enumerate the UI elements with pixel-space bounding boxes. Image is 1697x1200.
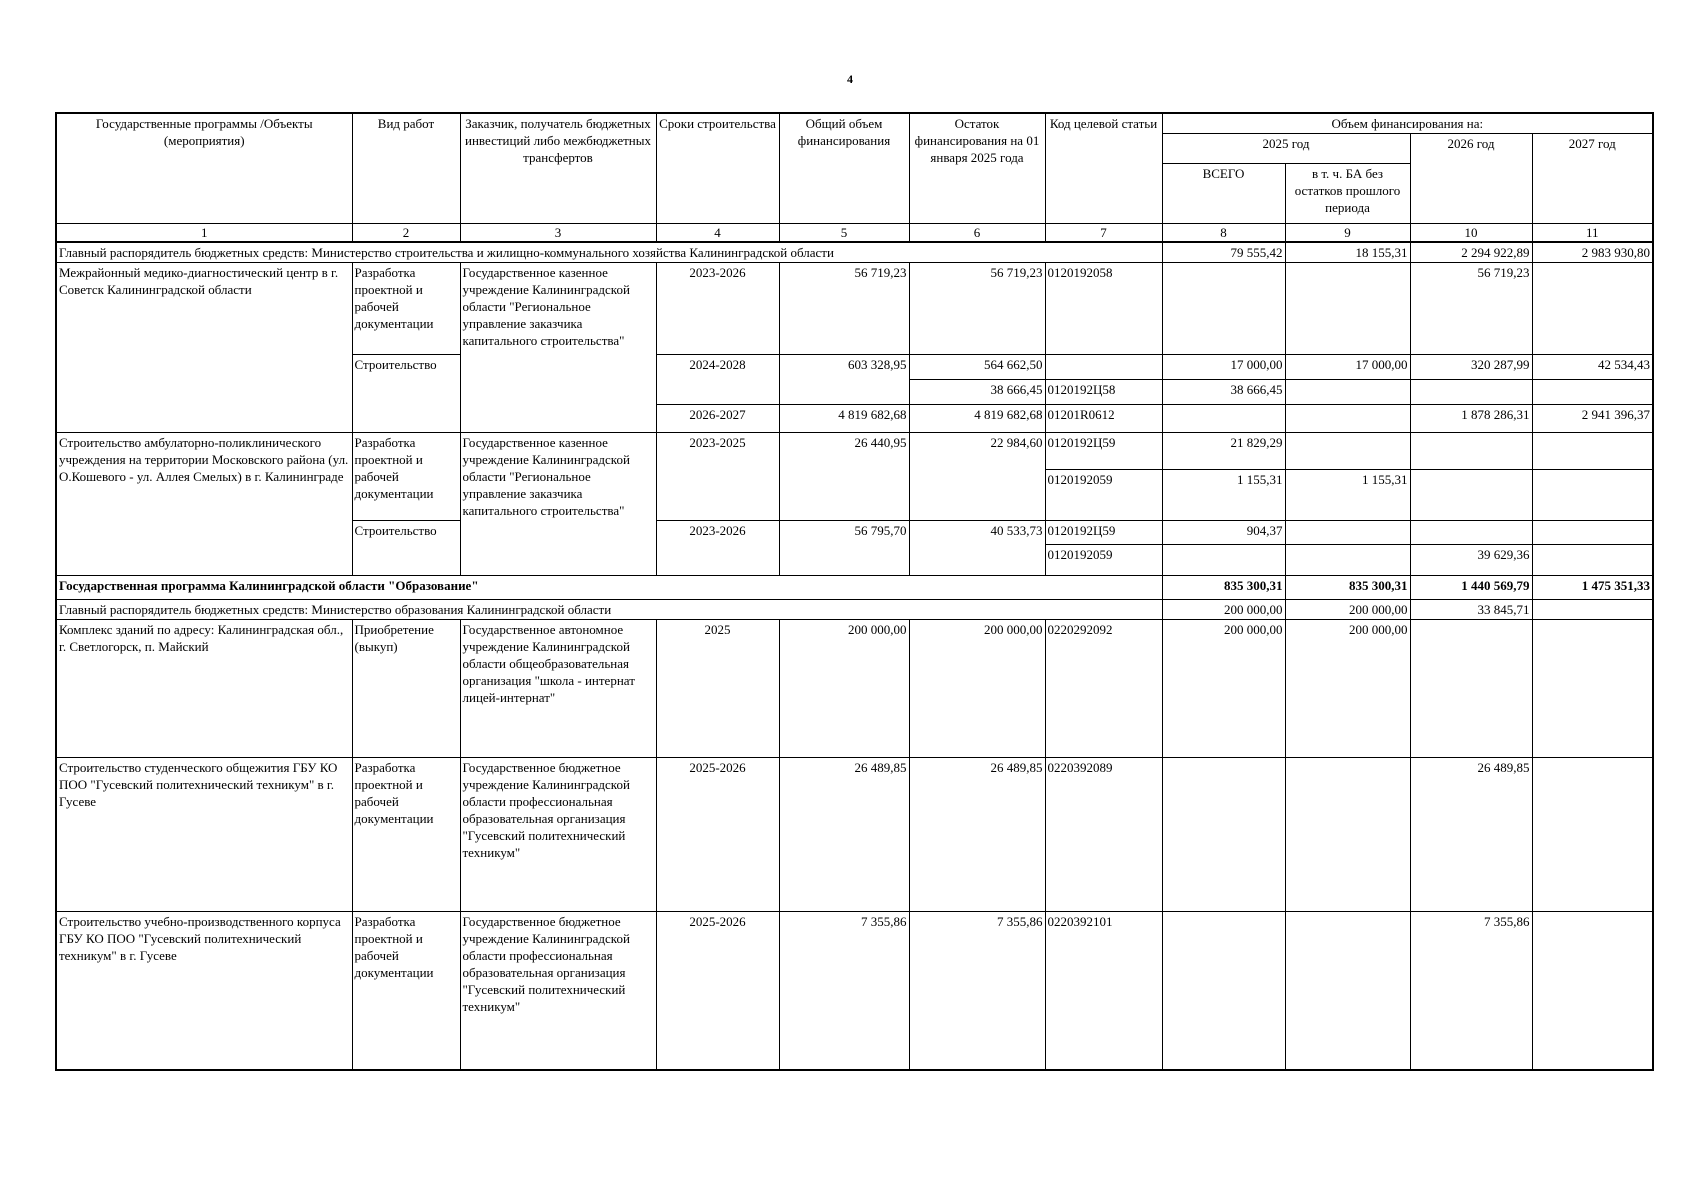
index-cell: 5 — [779, 224, 909, 243]
object-name: Строительство студенческого общежития ГБУ КО ПОО "Гусевский политехнический техникум" в г. Гусеве — [56, 758, 352, 912]
cell-remaining: 22 984,60 — [909, 433, 1045, 521]
cell-2026: 2 294 922,89 — [1410, 242, 1532, 263]
cell-2025-ba: 200 000,00 — [1285, 600, 1410, 620]
header-2027: 2027 год — [1532, 134, 1653, 224]
header-funding: Объем финансирования на: — [1162, 113, 1653, 134]
cell-2025-total: 38 666,45 — [1162, 380, 1285, 405]
header-target-code: Код целевой статьи — [1045, 113, 1162, 224]
cell-2025-ba: 18 155,31 — [1285, 242, 1410, 263]
cell-2025-ba: 1 155,31 — [1285, 470, 1410, 521]
cell-term: 2025 — [656, 620, 779, 758]
cell-total: 200 000,00 — [779, 620, 909, 758]
header-customer: Заказчик, получатель бюджетных инвестиций либо межбюджетных трансфертов — [460, 113, 656, 224]
object-name: Комплекс зданий по адресу: Калининградская обл., г. Светлогорск, п. Майский — [56, 620, 352, 758]
header-ba: в т. ч. БА без остатков прошлого периода — [1285, 164, 1410, 224]
table-row — [56, 758, 1653, 912]
cell-code: 0220392089 — [1045, 758, 1162, 912]
cell-code: 0120192Ц59 — [1045, 521, 1162, 545]
index-cell: 4 — [656, 224, 779, 243]
header-total: ВСЕГО — [1162, 164, 1285, 224]
cell-code: 0120192059 — [1045, 470, 1162, 521]
work-type: Строительство — [352, 355, 460, 433]
cell-remaining: 200 000,00 — [909, 620, 1045, 758]
table-row — [56, 433, 1653, 470]
cell-remaining: 40 533,73 — [909, 521, 1045, 576]
cell-remaining: 564 662,50 — [909, 355, 1045, 380]
cell-code: 0120192Ц59 — [1045, 433, 1162, 470]
cell-term: 2026-2027 — [656, 405, 779, 433]
index-cell: 8 — [1162, 224, 1285, 243]
cell-2025-ba: 835 300,31 — [1285, 576, 1410, 600]
cell-2027: 2 983 930,80 — [1532, 242, 1653, 263]
cell-2025-total: 1 155,31 — [1162, 470, 1285, 521]
cell-2026: 7 355,86 — [1410, 912, 1532, 1070]
cell-remaining: 38 666,45 — [909, 380, 1045, 405]
index-cell: 7 — [1045, 224, 1162, 243]
cell-remaining: 56 719,23 — [909, 263, 1045, 355]
cell-term: 2024-2028 — [656, 355, 779, 405]
cell-2026: 320 287,99 — [1410, 355, 1532, 380]
cell-2025-total: 200 000,00 — [1162, 600, 1285, 620]
cell-total: 603 328,95 — [779, 355, 909, 405]
customer: Государственное автономное учреждение Калининградской области общеобразовательная организация "школа - интернат лицей-интернат" — [460, 620, 656, 758]
cell-2026: 33 845,71 — [1410, 600, 1532, 620]
work-type: Разработка проектной и рабочей документации — [352, 758, 460, 912]
index-cell: 3 — [460, 224, 656, 243]
cell-term: 2023-2026 — [656, 521, 779, 576]
cell-total: 26 489,85 — [779, 758, 909, 912]
customer: Государственное казенное учреждение Калининградской области "Региональное управление заказчика капитального строительства" — [460, 263, 656, 433]
cell-code: 0120192059 — [1045, 545, 1162, 576]
cell-remaining: 4 819 682,68 — [909, 405, 1045, 433]
cell-term: 2025-2026 — [656, 758, 779, 912]
cell-2025-total: 21 829,29 — [1162, 433, 1285, 470]
cell-2025-total: 79 555,42 — [1162, 242, 1285, 263]
cell-2025-total: 835 300,31 — [1162, 576, 1285, 600]
object-name: Межрайонный медико-диагностический центр в г. Советск Калининградской области — [56, 263, 352, 433]
index-cell: 11 — [1532, 224, 1653, 243]
object-name: Строительство амбулаторно-поликлинического учреждения на территории Московского района (ул. О.Кошевого - ул. Аллея Смелых) в г. Калининграде — [56, 433, 352, 576]
table-row — [56, 263, 1653, 355]
index-cell: 10 — [1410, 224, 1532, 243]
page-number: 4 — [847, 72, 853, 86]
object-name: Строительство учебно-производственного корпуса ГБУ КО ПОО "Гусевский политехнический техникум" в г. Гусеве — [56, 912, 352, 1070]
cell-total: 4 819 682,68 — [779, 405, 909, 433]
cell-code: 0220292092 — [1045, 620, 1162, 758]
work-type: Разработка проектной и рабочей документации — [352, 912, 460, 1070]
work-type: Разработка проектной и рабочей документации — [352, 433, 460, 521]
cell-2025-ba: 200 000,00 — [1285, 620, 1410, 758]
table-row — [56, 576, 1653, 600]
cell-code: 01201R0612 — [1045, 405, 1162, 433]
cell-2026: 39 629,36 — [1410, 545, 1532, 576]
header-work-type: Вид работ — [352, 113, 460, 224]
cell-2026: 56 719,23 — [1410, 263, 1532, 355]
work-type: Строительство — [352, 521, 460, 576]
cell-total: 7 355,86 — [779, 912, 909, 1070]
header-2025: 2025 год — [1162, 134, 1410, 164]
budget-holder-label: Главный распорядитель бюджетных средств: Министерство строительства и жилищно-коммунального хозяйства Калининградской области — [56, 242, 1162, 263]
cell-2027: 1 475 351,33 — [1532, 576, 1653, 600]
table-row — [56, 620, 1653, 758]
cell-remaining: 7 355,86 — [909, 912, 1045, 1070]
program-label: Государственная программа Калининградской области "Образование" — [56, 576, 1162, 600]
table-row — [56, 912, 1653, 1070]
budget-holder-label: Главный распорядитель бюджетных средств: Министерство образования Калининградской области — [56, 600, 1162, 620]
cell-2025-total: 904,37 — [1162, 521, 1285, 545]
cell-term: 2025-2026 — [656, 912, 779, 1070]
cell-2026: 1 440 569,79 — [1410, 576, 1532, 600]
cell-term: 2023-2026 — [656, 263, 779, 355]
header-terms: Сроки строительства — [656, 113, 779, 224]
cell-code: 0220392101 — [1045, 912, 1162, 1070]
financing-table — [55, 112, 1654, 1071]
cell-code: 0120192Ц58 — [1045, 380, 1162, 405]
cell-code: 0120192058 — [1045, 263, 1162, 355]
index-cell: 1 — [56, 224, 352, 243]
cell-2026: 1 878 286,31 — [1410, 405, 1532, 433]
header-total-funding: Общий объем финансирования — [779, 113, 909, 224]
cell-total: 26 440,95 — [779, 433, 909, 521]
cell-2027: 2 941 396,37 — [1532, 405, 1653, 433]
cell-total: 56 795,70 — [779, 521, 909, 576]
cell-2027: 42 534,43 — [1532, 355, 1653, 380]
cell-total: 56 719,23 — [779, 263, 909, 355]
table-row — [56, 600, 1653, 620]
cell-remaining: 26 489,85 — [909, 758, 1045, 912]
header-remaining: Остаток финансирования на 01 января 2025 года — [909, 113, 1045, 224]
table-row — [56, 242, 1653, 263]
header-2026: 2026 год — [1410, 134, 1532, 224]
work-type: Приобретение (выкуп) — [352, 620, 460, 758]
customer: Государственное казенное учреждение Калининградской области "Региональное управление заказчика капитального строительства" — [460, 433, 656, 576]
cell-2025-ba: 17 000,00 — [1285, 355, 1410, 380]
index-cell: 9 — [1285, 224, 1410, 243]
cell-term: 2023-2025 — [656, 433, 779, 521]
customer: Государственное бюджетное учреждение Калининградской области профессиональная образовательная организация "Гусевский политехнический техникум" — [460, 758, 656, 912]
customer: Государственное бюджетное учреждение Калининградской области профессиональная образовательная организация "Гусевский политехнический техникум" — [460, 912, 656, 1070]
cell-2025-total: 17 000,00 — [1162, 355, 1285, 380]
cell-2025-total: 200 000,00 — [1162, 620, 1285, 758]
work-type: Разработка проектной и рабочей документации — [352, 263, 460, 355]
cell-2026: 26 489,85 — [1410, 758, 1532, 912]
index-cell: 2 — [352, 224, 460, 243]
header-programs: Государственные программы /Объекты (мероприятия) — [56, 113, 352, 224]
index-cell: 6 — [909, 224, 1045, 243]
